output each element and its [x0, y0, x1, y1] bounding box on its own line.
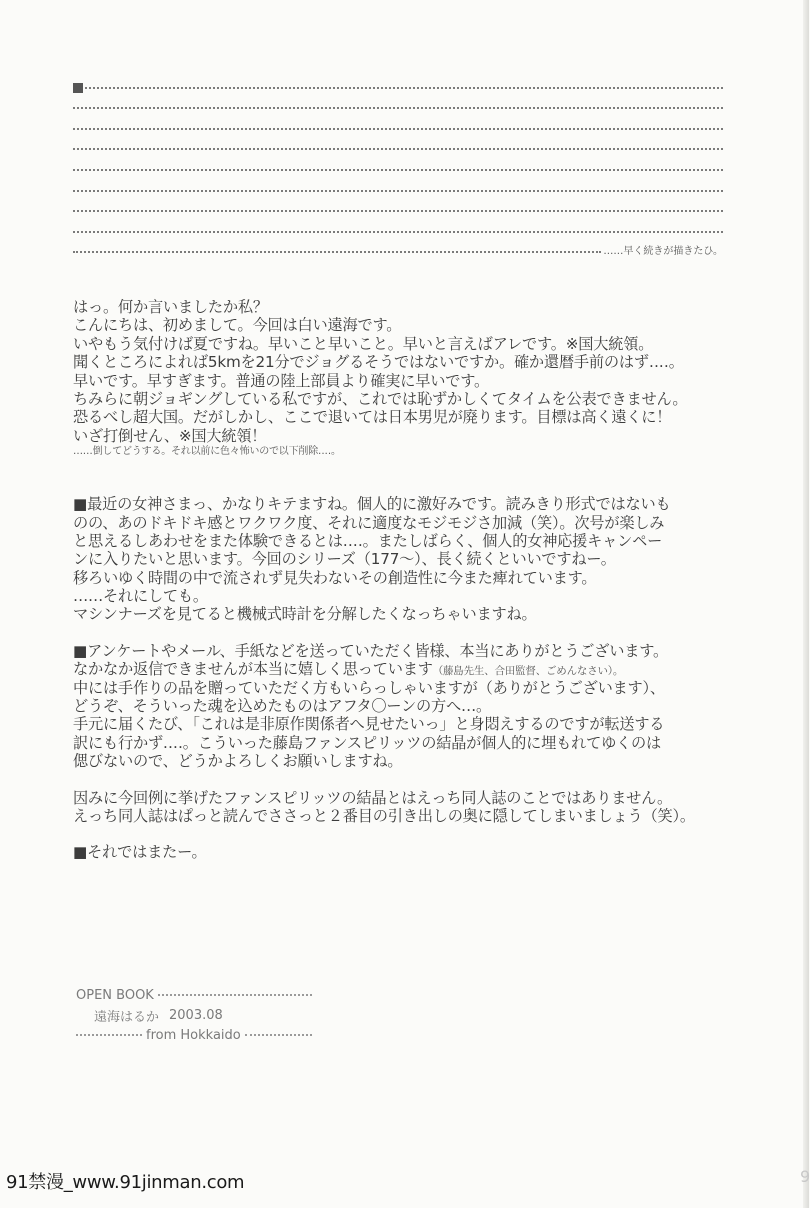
dotted-line — [73, 73, 723, 94]
closing-line: ■それではまたー。 — [73, 843, 207, 862]
goddess-paragraph — [73, 495, 733, 624]
dotted-line — [73, 155, 723, 176]
signature-block — [76, 985, 316, 1045]
page-number: 9 — [800, 1167, 810, 1186]
text-line: ちみらに朝ジョギングしている私ですが、これでは恥ずかしくてタイムを公表できません。 — [73, 389, 688, 408]
text-line: 因みに今回例に挙げたファンスピリッツの結晶とはえっち同人誌のことではありません。 — [73, 788, 673, 807]
signature-date: 2003.08 — [169, 1007, 223, 1023]
text-line: こんにちは、初めまして。今回は白い遠海です。 — [73, 316, 402, 335]
signature-author-row — [76, 1005, 316, 1025]
text-line: 早いです。早すぎます。普通の陸上部員より確実に早いです。 — [73, 371, 490, 390]
text-line: ■アンケートやメール、手紙などを送っていただく皆様、本当にありがとうございます。 — [73, 641, 669, 660]
thanks-paragraph — [73, 642, 733, 771]
text-line: 手元に届くたび、「これは是非原作関係者へ見せたいっ」と身悶えするのですが転送する — [73, 715, 665, 734]
text-line: 移ろいゆく時間の中で流されず見失わないその創造性に今また痺れています。 — [73, 568, 597, 587]
signature-author: 遠海はるか — [94, 1009, 160, 1025]
signature-location-row — [76, 1025, 316, 1045]
dotted-rule — [76, 1034, 142, 1036]
closing-paragraph — [73, 843, 733, 861]
text-line: 中には手作りの品を贈っていただく方もいらっしゃいますが（ありがとうございます）、 — [73, 678, 665, 697]
apology-note: （藤島先生、合田監督、ごめんなさい）。 — [432, 665, 624, 678]
text-line: ンに入りたいと思います。今回のシリーズ（177～）、長く続くといいですねー。 — [73, 550, 616, 569]
dotted-line — [73, 94, 723, 115]
signature-location: from Hokkaido — [146, 1027, 241, 1043]
text-line: と思えるしあわせをまた体験できるとは‥‥。またしばらく、個人的女神応援キャンペー — [73, 531, 663, 550]
intro-footnote: ……倒してどうする。それ以前に色々怖いので以下削除‥‥。 — [73, 446, 341, 458]
site-watermark: 91禁漫_www.91jinman.com — [6, 1172, 245, 1193]
aside-paragraph — [73, 789, 733, 826]
dotted-line — [73, 217, 723, 238]
dotted-line-with-note — [73, 238, 723, 259]
text-line: 訳にも行かず‥‥。こういった藤島ファンスピリッツの結晶が個人的に埋もれてゆくのは — [73, 733, 662, 752]
page-edge — [803, 0, 809, 1208]
text-line: 偲びないので、どうかよろしくお願いしますね。 — [73, 752, 403, 771]
afterword-body — [73, 298, 733, 862]
text-line: 聞くところによれば5kmを21分でジョグるそうではないですか。確か還暦手前のはず‥‥。 — [73, 353, 684, 372]
signature-title: OPEN BOOK — [76, 987, 154, 1003]
dotted-line — [73, 197, 723, 218]
text-line: えっち同人誌はぱっと読んでささっと２番目の引き出しの奥に隠してしまいましょう（笑）。 — [73, 806, 695, 825]
square-bullet-icon — [73, 83, 83, 93]
text-line: どうぞ、そういった魂を込めたものはアフタ〇ーンの方へ…。 — [73, 697, 491, 716]
signature-title-row — [76, 985, 316, 1005]
dotted-line — [73, 114, 723, 135]
header-note: ……早く続きが描きたひ。 — [603, 246, 723, 258]
text-line: ■最近の女神さまっ、かなりキテますね。個人的に激好みです。読みきり形式ではないも — [73, 495, 671, 514]
text-line: いざ打倒せん、※国大統領！ — [73, 426, 267, 445]
text-line: ……それにしても。 — [73, 587, 208, 606]
text-line — [73, 660, 733, 678]
dotted-rule — [245, 1034, 312, 1036]
dotted-writing-lines — [73, 73, 723, 258]
text-line: マシンナーズを見てると機械式時計を分解したくなっちゃいますね。 — [73, 605, 537, 624]
intro-paragraph — [73, 298, 733, 459]
text-line: いやもう気付けば夏ですね。早いこと早いこと。早いと言えばアレです。※国大統領。 — [73, 334, 654, 353]
dotted-rule — [158, 994, 312, 996]
text-line: はっ。何か言いましたか私？ — [73, 298, 268, 316]
text-line: のの、あのドキドキ感とワクワク度、それに適度なモジモジさ加減（笑）。次号が楽しみ — [73, 513, 665, 532]
dotted-line — [73, 135, 723, 156]
text-line: 恐るべし超大国。だがしかし、ここで退いては日本男児が廃ります。目標は高く遠くに！ — [73, 408, 672, 427]
dotted-line — [73, 176, 723, 197]
text-span: なかなか返信できませんが本当に嬉しく思っています — [73, 660, 433, 679]
